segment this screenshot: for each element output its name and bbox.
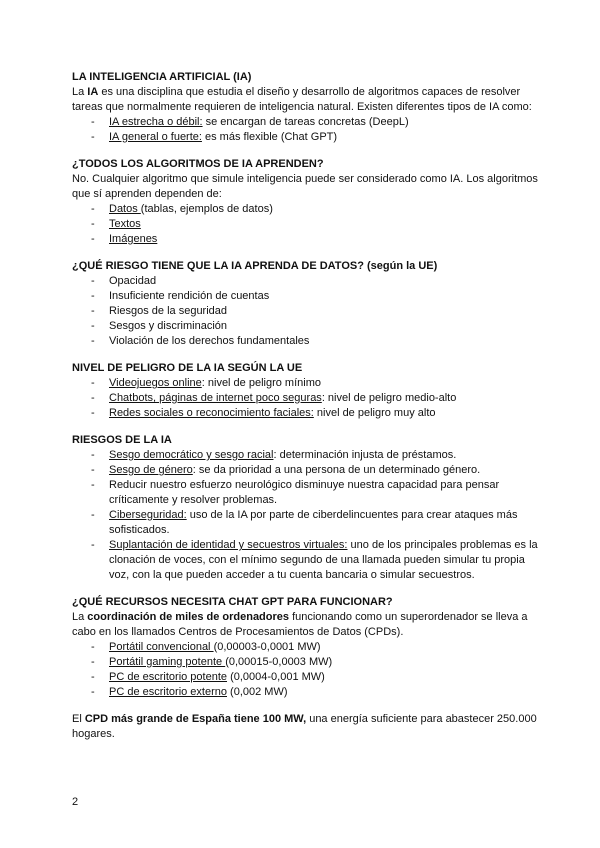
underlined-term: Suplantación de identidad y secuestros virtuales:	[109, 539, 348, 551]
bold-text: CPD más grande de España tiene 100 MW,	[84, 713, 307, 725]
text-run: es una disciplina que estudia el diseño y desarrollo de algoritmos capaces de resolver tareas que normalmente requieren de inteligencia natural. Existen diferentes tipos de IA como:	[72, 86, 532, 113]
item-text: (0,00003-0,0001 MW)	[213, 641, 321, 653]
section-algorithms-learn	[72, 157, 542, 247]
section-danger-level	[72, 361, 542, 421]
list-item	[72, 640, 542, 655]
section-title: NIVEL DE PELIGRO DE LA IA SEGÚN LA UE	[72, 362, 303, 374]
list-item	[72, 508, 542, 538]
item-text: nivel de peligro muy alto	[313, 407, 436, 419]
underlined-term: Textos	[109, 218, 141, 230]
bullet-list	[72, 115, 542, 145]
closing-paragraph	[72, 712, 542, 742]
list-item	[72, 202, 542, 217]
list-item	[72, 115, 542, 130]
list-item	[72, 130, 542, 145]
document-page	[72, 70, 542, 742]
text-run: La	[72, 611, 88, 623]
list-item	[72, 232, 542, 247]
list-item	[72, 685, 542, 700]
item-text: uso de la IA por parte de ciberdelincuentes para crear ataques más sofisticados.	[109, 509, 518, 536]
list-item: - Opacidad	[72, 274, 542, 289]
underlined-term: Sesgo de género	[109, 464, 193, 476]
underlined-term: Ciberseguridad:	[109, 509, 187, 521]
underlined-term: IA general o fuerte:	[109, 131, 202, 143]
item-text: : se da prioridad a una persona de un determinado género.	[192, 464, 481, 476]
underlined-term: Datos	[109, 203, 141, 215]
item-text: : nivel de peligro mínimo	[201, 377, 321, 389]
list-item: - Insuficiente rendición de cuentas	[72, 289, 542, 304]
item-text: (0,00015-0,0003 MW)	[225, 656, 333, 668]
underlined-term: Portátil gaming potente	[109, 656, 226, 668]
list-item	[72, 448, 542, 463]
item-text: es más flexible (Chat GPT)	[201, 131, 338, 143]
underlined-term: Videojuegos online	[109, 377, 202, 389]
text-run: una energía suficiente para abastecer 250.000 hogares.	[72, 713, 537, 740]
text-run: El	[72, 713, 85, 725]
underlined-term: Chatbots, páginas de internet poco seguras	[109, 392, 322, 404]
list-item: - Sesgos y discriminación	[72, 319, 542, 334]
item-text: uno de los principales problemas es la clonación de voces, con el mínimo segundo de una llamada pueden simular tu propia voz, con la que pueden acceder a tu cuenta bancaria o simular secuestros.	[109, 539, 538, 581]
list-item: - Violación de los derechos fundamentales	[72, 334, 542, 349]
section-data-risks	[72, 259, 542, 349]
text-run: La	[72, 86, 88, 98]
bullet-list	[72, 376, 542, 421]
section-title: ¿QUÉ RIESGO TIENE QUE LA IA APRENDA DE DATOS? (según la UE)	[72, 260, 438, 272]
underlined-term: Imágenes	[109, 233, 158, 245]
list-item	[72, 538, 542, 583]
bullet-list	[72, 448, 542, 583]
underlined-term: PC de escritorio potente	[109, 671, 228, 683]
item-text: : determinación injusta de préstamos.	[273, 449, 457, 461]
bullet-list	[72, 640, 542, 700]
section-title: RIESGOS DE LA IA	[72, 434, 172, 446]
section-title: ¿TODOS LOS ALGORITMOS DE IA APRENDEN?	[72, 158, 324, 170]
paragraph: No. Cualquier algoritmo que simule inteligencia puede ser considerado como IA. Los algoritmos que sí aprenden dependen de:	[72, 173, 538, 200]
list-item	[72, 217, 542, 232]
list-item	[72, 376, 542, 391]
underlined-term: Sesgo democrático y sesgo racial	[109, 449, 274, 461]
underlined-term: IA estrecha o débil:	[109, 116, 203, 128]
text-run: funcionando como un superordenador se lleva a cabo en los llamados Centros de Procesamientos de Datos (CPDs).	[72, 611, 528, 638]
underlined-term: PC de escritorio externo	[109, 686, 227, 698]
section-chatgpt-resources	[72, 595, 542, 742]
item-text: (tablas, ejemplos de datos)	[140, 203, 273, 215]
list-item	[72, 463, 542, 478]
underlined-term: Portátil convencional	[109, 641, 214, 653]
item-text: Reducir nuestro esfuerzo neurológico disminuye nuestra capacidad para pensar críticamente y resolver problemas.	[109, 479, 500, 506]
bullet-list	[72, 202, 542, 247]
section-title: LA INTELIGENCIA ARTIFICIAL (IA)	[72, 71, 252, 83]
item-text: (0,0004-0,001 MW)	[227, 671, 325, 683]
list-item	[72, 655, 542, 670]
section-title: ¿QUÉ RECURSOS NECESITA CHAT GPT PARA FUNCIONAR?	[72, 596, 393, 608]
list-item	[72, 391, 542, 406]
page-number: 2	[72, 796, 79, 808]
bold-text: coordinación de miles de ordenadores	[87, 611, 290, 623]
list-item	[72, 478, 542, 508]
item-text: se encargan de tareas concretas (DeepL)	[202, 116, 409, 128]
item-text: : nivel de peligro medio-alto	[321, 392, 457, 404]
list-item: - Riesgos de la seguridad	[72, 304, 542, 319]
list-item	[72, 670, 542, 685]
list-item	[72, 406, 542, 421]
underlined-term: Redes sociales o reconocimiento faciales:	[109, 407, 314, 419]
paragraph	[72, 85, 542, 115]
item-text: (0,002 MW)	[227, 686, 288, 698]
bold-text: IA	[87, 86, 99, 98]
section-ai-risks	[72, 433, 542, 583]
paragraph	[72, 610, 542, 640]
section-ia-definition	[72, 70, 542, 145]
bullet-list	[72, 274, 542, 349]
